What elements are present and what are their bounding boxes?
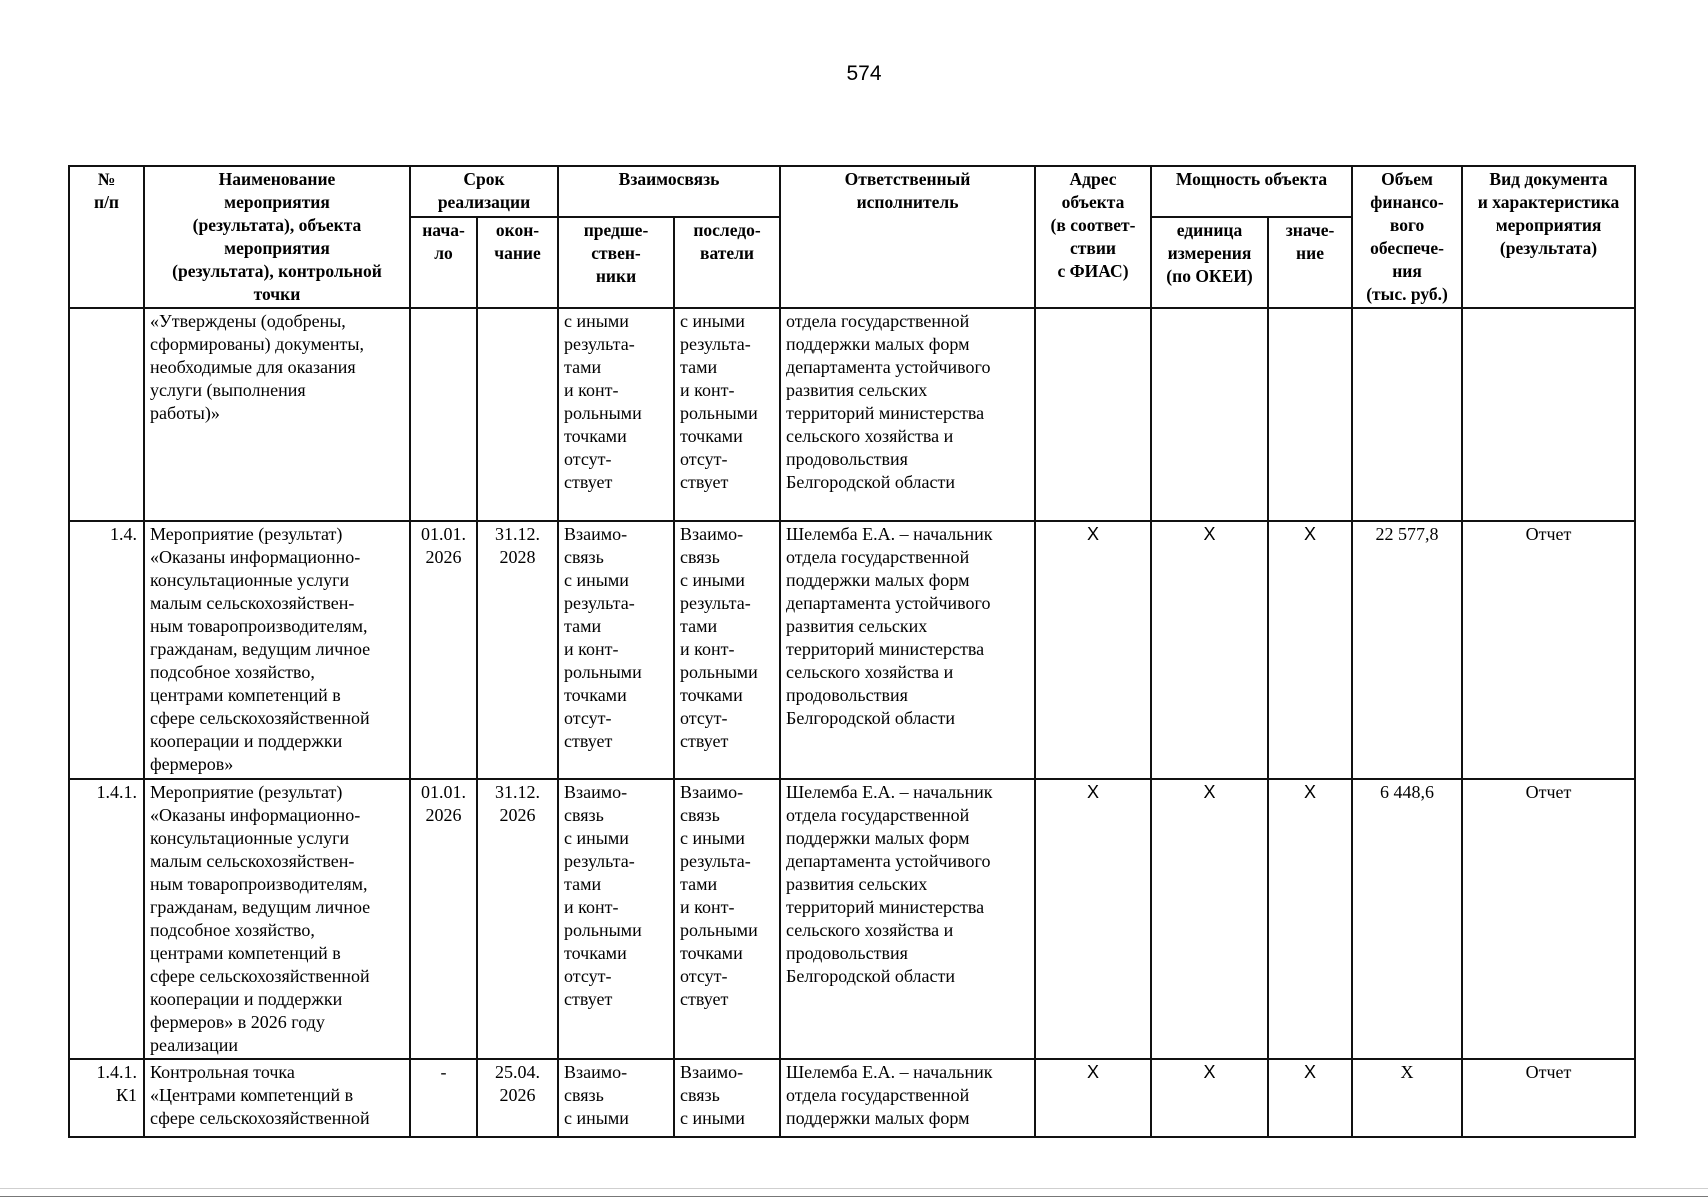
- cell-address: Х: [1035, 521, 1151, 779]
- header-responsible: Ответственный исполнитель: [780, 166, 1035, 308]
- header-address: Адрес объекта (в соответ- ствии с ФИАС): [1035, 166, 1151, 308]
- cell-address: [1035, 308, 1151, 521]
- page-bottom-edge: [0, 1196, 1708, 1197]
- cell-name: «Утверждены (одобрены, сформированы) документы, необходимые для оказания услуги (выполнения работы)»: [144, 308, 410, 521]
- cell-start: [410, 308, 477, 521]
- cell-prev: Взаимо- связь с иными результа- тами и конт- рольными точками отсут- ствует: [558, 779, 674, 1059]
- header-link-prev: предше- ствен- ники: [558, 217, 674, 308]
- header-link-next: последо- ватели: [674, 217, 780, 308]
- cell-responsible: отдела государственной поддержки малых форм департамента устойчивого развития сельских территорий министерства сельского хозяйства и продовольствия Белгородской области: [780, 308, 1035, 521]
- cell-unit: Х: [1151, 1059, 1268, 1137]
- header-num: № п/п: [69, 166, 144, 308]
- cell-start: -: [410, 1059, 477, 1137]
- cell-unit: Х: [1151, 779, 1268, 1059]
- cell-value: Х: [1268, 779, 1352, 1059]
- header-doc-type: Вид документа и характеристика мероприятия (результата): [1462, 166, 1635, 308]
- cell-end: 31.12. 2026: [477, 779, 558, 1059]
- cell-doc: Отчет: [1462, 779, 1635, 1059]
- cell-num: 1.4.1.: [69, 779, 144, 1059]
- cell-value: [1268, 308, 1352, 521]
- header-name: Наименование мероприятия (результата), объекта мероприятия (результата), контрольной точки: [144, 166, 410, 308]
- cell-unit: Х: [1151, 521, 1268, 779]
- cell-name: Мероприятие (результат) «Оказаны информационно- консультационные услуги малым сельскохозяйствен- ным товаропроизводителям, гражданам, ведущим личное подсобное хозяйство, центрами компетенций в сфере сельскохозяйственной кооперации и поддержки фермеров»: [144, 521, 410, 779]
- cell-end: 25.04. 2026: [477, 1059, 558, 1137]
- cell-responsible: Шелемба Е.А. – начальник отдела государственной поддержки малых форм: [780, 1059, 1035, 1137]
- cell-volume: [1352, 308, 1462, 521]
- cell-address: Х: [1035, 779, 1151, 1059]
- table-row: [69, 308, 1635, 521]
- scan-edge-line: [0, 1188, 1708, 1189]
- cell-address: Х: [1035, 1059, 1151, 1137]
- header-term-end: окон- чание: [477, 217, 558, 308]
- cell-end: 31.12. 2028: [477, 521, 558, 779]
- cell-volume: 6 448,6: [1352, 779, 1462, 1059]
- cell-next: Взаимо- связь с иными: [674, 1059, 780, 1137]
- cell-volume: 22 577,8: [1352, 521, 1462, 779]
- header-term-start: нача- ло: [410, 217, 477, 308]
- cell-next: Взаимо- связь с иными результа- тами и конт- рольными точками отсут- ствует: [674, 521, 780, 779]
- cell-num: 1.4.: [69, 521, 144, 779]
- cell-num: [69, 308, 144, 521]
- cell-prev: Взаимо- связь с иными результа- тами и конт- рольными точками отсут- ствует: [558, 521, 674, 779]
- cell-next: Взаимо- связь с иными результа- тами и конт- рольными точками отсут- ствует: [674, 779, 780, 1059]
- cell-doc: Отчет: [1462, 1059, 1635, 1137]
- cell-start: 01.01. 2026: [410, 779, 477, 1059]
- cell-responsible: Шелемба Е.А. – начальник отдела государственной поддержки малых форм департамента устойчивого развития сельских территорий министерства сельского хозяйства и продовольствия Белгородской области: [780, 521, 1035, 779]
- header-term: Срок реализации: [410, 166, 558, 217]
- table-row: [69, 521, 1635, 779]
- cell-value: Х: [1268, 1059, 1352, 1137]
- cell-next: с иными результа- тами и конт- рольными точками отсут- ствует: [674, 308, 780, 521]
- cell-doc: [1462, 308, 1635, 521]
- cell-name: Мероприятие (результат) «Оказаны информационно- консультационные услуги малым сельскохозяйствен- ным товаропроизводителям, гражданам, ведущим личное подсобное хозяйство, центрами компетенций в сфере сельскохозяйственной кооперации и поддержки фермеров» в 2026 году реализации: [144, 779, 410, 1059]
- header-cap-unit: единица измерения (по ОКЕИ): [1151, 217, 1268, 308]
- header-row-top: [69, 166, 1635, 217]
- measures-table: [68, 165, 1636, 1138]
- cell-end: [477, 308, 558, 521]
- cell-volume: Х: [1352, 1059, 1462, 1137]
- cell-unit: [1151, 308, 1268, 521]
- header-capacity: Мощность объекта: [1151, 166, 1352, 217]
- cell-doc: Отчет: [1462, 521, 1635, 779]
- cell-value: Х: [1268, 521, 1352, 779]
- table-row: [69, 779, 1635, 1059]
- page-number: 574: [846, 62, 882, 85]
- cell-prev: Взаимо- связь с иными: [558, 1059, 674, 1137]
- cell-start: 01.01. 2026: [410, 521, 477, 779]
- header-cap-value: значе- ние: [1268, 217, 1352, 308]
- cell-responsible: Шелемба Е.А. – начальник отдела государственной поддержки малых форм департамента устойчивого развития сельских территорий министерства сельского хозяйства и продовольствия Белгородской области: [780, 779, 1035, 1059]
- cell-name: Контрольная точка «Центрами компетенций в сфере сельскохозяйственной: [144, 1059, 410, 1137]
- cell-num: 1.4.1. К1: [69, 1059, 144, 1137]
- cell-prev: с иными результа- тами и конт- рольными точками отсут- ствует: [558, 308, 674, 521]
- header-volume: Объем финансо- вого обеспече- ния (тыс. руб.): [1352, 166, 1462, 308]
- table-row: [69, 1059, 1635, 1137]
- header-link: Взаимосвязь: [558, 166, 780, 217]
